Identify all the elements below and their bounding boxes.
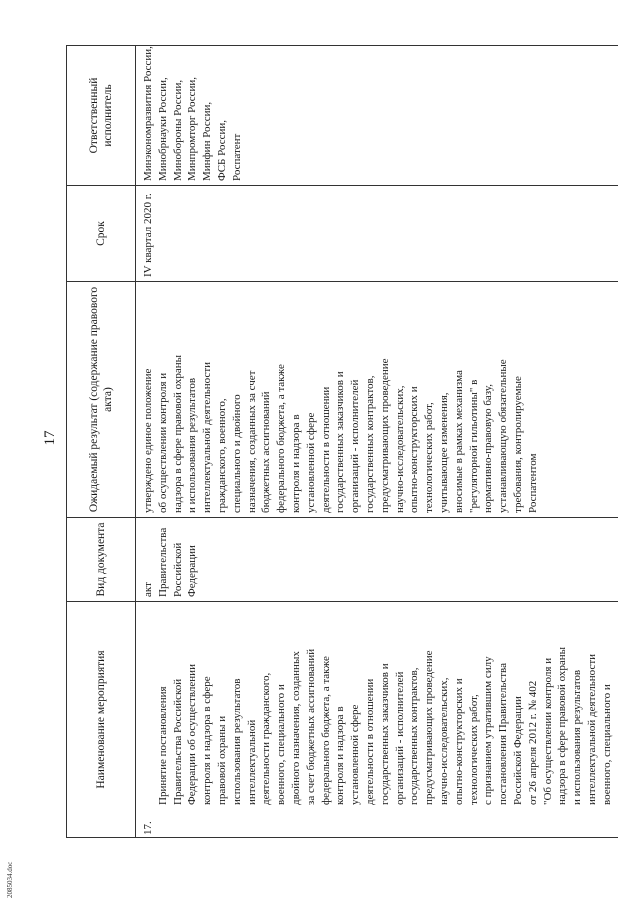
text-line: надзора в сфере правовой охраны bbox=[556, 646, 569, 805]
text-line: ФСБ России, bbox=[215, 120, 228, 181]
text-line: государственных контрактов, bbox=[408, 667, 421, 805]
text-line: и использования результатов bbox=[571, 669, 584, 805]
text-line: акт bbox=[142, 582, 154, 597]
text-line: Федерации об осуществлении bbox=[186, 664, 199, 805]
text-line: постановления Правительства bbox=[497, 663, 510, 805]
text-line: об осуществлении контроля и bbox=[156, 372, 169, 513]
text-line: Минэкономразвития России, bbox=[142, 46, 154, 181]
text-line: специального и двойного bbox=[230, 394, 243, 513]
text-line: гражданского, военного, bbox=[215, 398, 228, 513]
text-line: интеллектуальной деятельности bbox=[585, 653, 598, 805]
text-line: организаций - исполнителей bbox=[393, 671, 406, 805]
text-line: Минфин России, bbox=[201, 101, 214, 181]
text-line: от 26 апреля 2012 г. № 402 bbox=[526, 680, 539, 805]
text-line: двойного назначения, созданных bbox=[289, 651, 302, 805]
text-line: с признанием утратившим силу bbox=[482, 656, 495, 805]
text-line: бюджетных ассигнований bbox=[260, 391, 273, 513]
text-line: технологических работ, bbox=[423, 402, 436, 513]
page-number: 17 bbox=[42, 430, 58, 446]
text-line: государственных заказчиков и bbox=[378, 663, 391, 805]
text-line: Минпромторг России, bbox=[186, 76, 199, 181]
text-line: установленной сфере bbox=[349, 704, 362, 805]
text-line: предусматривающих проведение bbox=[378, 358, 391, 513]
text-line: организаций - исполнителей bbox=[349, 379, 362, 513]
header-result: Ожидаемый результат (содержание правового акта) bbox=[67, 282, 136, 518]
text-line: технологических работ, bbox=[467, 694, 480, 805]
text-line: научно-исследовательских, bbox=[437, 677, 450, 805]
header-executor: Ответственный исполнитель bbox=[67, 46, 136, 186]
cell-result bbox=[136, 282, 618, 518]
text-line: контроля и надзора в bbox=[289, 414, 302, 513]
text-line: "регуляторной гильотины" в bbox=[467, 379, 480, 513]
cell-executor bbox=[136, 46, 618, 186]
text-line: предусматривающих проведение bbox=[423, 650, 436, 805]
rotated-page bbox=[38, 38, 638, 838]
text-line: за счет бюджетных ассигнований bbox=[304, 648, 317, 805]
text-line: Правительства Российской bbox=[171, 678, 184, 805]
cell-doc-type bbox=[136, 518, 618, 602]
text-line: и использования результатов bbox=[186, 377, 199, 513]
text-line: надзора в сфере правовой охраны bbox=[171, 354, 184, 513]
table-row bbox=[136, 46, 618, 838]
cell-name bbox=[136, 602, 618, 838]
text-line: интеллектуальной bbox=[245, 719, 258, 805]
table-header-row bbox=[67, 46, 136, 838]
text-line: опытно-конструкторских и bbox=[408, 386, 421, 513]
term-text: IV квартал 2020 г. bbox=[142, 193, 154, 277]
text-line: использования результатов bbox=[230, 678, 243, 805]
text-line: федерального бюджета, а также bbox=[319, 656, 332, 805]
text-line: Минобрнауки России, bbox=[156, 77, 169, 181]
text-line: правовой охраны и bbox=[215, 715, 228, 805]
text-line: контроля и надзора в bbox=[334, 706, 347, 805]
cell-term bbox=[136, 186, 618, 282]
text-line: Российской Федерации bbox=[511, 696, 524, 805]
header-term: Срок bbox=[67, 186, 136, 282]
text-line: научно-исследовательских, bbox=[393, 385, 406, 513]
text-line: Принятие постановления bbox=[156, 686, 169, 805]
header-doc-type: Вид документа bbox=[67, 518, 136, 602]
measure-name-text bbox=[156, 606, 615, 805]
text-line: Роспатентом bbox=[526, 453, 539, 513]
text-line: утверждено единое положение bbox=[142, 368, 154, 513]
header-name: Наименование мероприятия bbox=[67, 602, 136, 838]
text-line: установленной сфере bbox=[304, 412, 317, 513]
text-line: Правительства bbox=[156, 527, 169, 597]
text-line: деятельности гражданского, bbox=[260, 672, 273, 805]
executor-text bbox=[141, 46, 245, 181]
text-line: военного, специального и bbox=[600, 684, 613, 805]
file-code: 2085034.doc bbox=[6, 861, 14, 898]
text-line: устанавливающую обязательные bbox=[497, 359, 510, 513]
text-line: "Об осуществлении контроля и bbox=[541, 657, 554, 805]
text-line: Федерации bbox=[186, 545, 199, 597]
text-line: государственных заказчиков и bbox=[334, 371, 347, 513]
doc-type-text bbox=[141, 522, 200, 597]
text-line: нормативно-правовую базу, bbox=[482, 383, 495, 513]
text-line: вносимые в рамках механизма bbox=[452, 370, 465, 513]
text-line: федерального бюджета, а также bbox=[275, 364, 288, 513]
text-line: назначения, созданных за счет bbox=[245, 370, 258, 513]
text-line: учитывающее изменения, bbox=[437, 392, 450, 513]
text-line: Роспатент bbox=[230, 133, 243, 181]
text-line: Российской bbox=[171, 542, 184, 597]
measures-table bbox=[66, 45, 618, 838]
text-line: деятельности в отношении bbox=[319, 386, 332, 513]
text-line: деятельности в отношении bbox=[363, 678, 376, 805]
text-line: контроля и надзора в сфере bbox=[201, 676, 214, 805]
text-line: опытно-конструкторских и bbox=[452, 678, 465, 805]
text-line: военного, специального и bbox=[275, 684, 288, 805]
result-text bbox=[141, 286, 541, 513]
text-line: Минобороны России, bbox=[171, 79, 184, 181]
text-line: интеллектуальной деятельности bbox=[201, 361, 214, 513]
text-line: требования, контролируемые bbox=[511, 376, 524, 513]
text-line: государственных контрактов, bbox=[363, 375, 376, 513]
row-number: 17. bbox=[142, 821, 154, 835]
